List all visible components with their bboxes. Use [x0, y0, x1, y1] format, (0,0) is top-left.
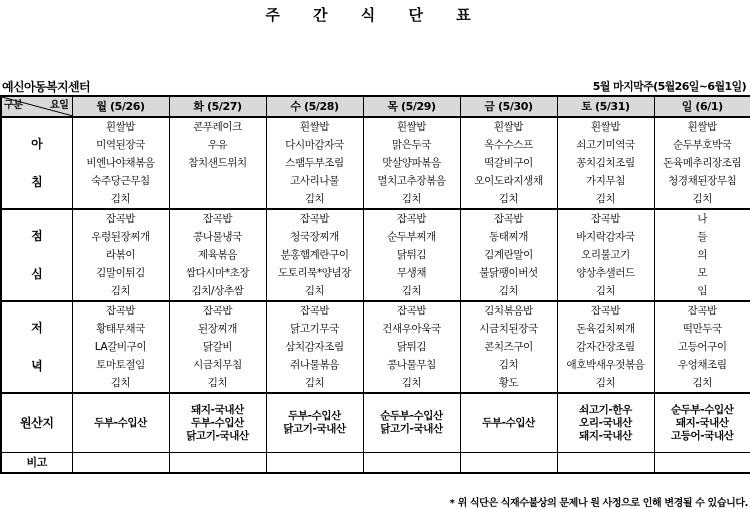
- remarks-cell: [169, 453, 266, 474]
- menu-item: 라볶이: [72, 246, 169, 264]
- menu-item: 쇠고기미역국: [557, 136, 654, 154]
- menu-item: 옥수수스프: [460, 136, 557, 154]
- menu-item: 콩나물냉국: [169, 228, 266, 246]
- menu-item: 흰쌀밥: [72, 117, 169, 136]
- menu-item: 김치: [460, 356, 557, 374]
- menu-row: [1, 356, 750, 374]
- menu-item: 잡곡밥: [72, 209, 169, 228]
- origin-label: 원산지: [1, 393, 72, 453]
- remarks-cell: [72, 453, 169, 474]
- menu-item: 동태찌개: [460, 228, 557, 246]
- menu-item: 흰쌀밥: [363, 117, 460, 136]
- menu-row: [1, 246, 750, 264]
- menu-item: 청경채된장무침: [654, 172, 750, 190]
- menu-item: 잡곡밥: [72, 301, 169, 320]
- menu-item: 스팸두부조림: [266, 154, 363, 172]
- menu-item: 삼치감자조림: [266, 338, 363, 356]
- corner-header: [1, 96, 72, 117]
- menu-item: 분홍햄계란구이: [266, 246, 363, 264]
- menu-item: 흰쌀밥: [557, 117, 654, 136]
- menu-item: 임: [654, 282, 750, 301]
- origin-cell: 쇠고기-한우 오리-국내산 돼지-국내산: [557, 393, 654, 453]
- menu-item: 흰쌀밥: [654, 117, 750, 136]
- menu-row: [1, 136, 750, 154]
- menu-item: 잡곡밥: [557, 301, 654, 320]
- menu-item: 떡만두국: [654, 320, 750, 338]
- menu-item: [169, 190, 266, 209]
- menu-item: 시금치무침: [169, 356, 266, 374]
- menu-item: 고사리나물: [266, 172, 363, 190]
- menu-item: LA갈비구이: [72, 338, 169, 356]
- menu-row: [1, 282, 750, 301]
- menu-item: 떡갈비구이: [460, 154, 557, 172]
- day-header: 토 (5/31): [557, 96, 654, 117]
- menu-item: 미역된장국: [72, 136, 169, 154]
- menu-item: 닭튀김: [363, 338, 460, 356]
- menu-item: 의: [654, 246, 750, 264]
- remarks-row: [1, 453, 750, 474]
- origin-cell: 두부-수입산: [72, 393, 169, 453]
- corner-label-day: 요일: [49, 100, 69, 111]
- menu-item: 바지락감자국: [557, 228, 654, 246]
- meal-label: [1, 209, 72, 301]
- menu-item: 김치: [72, 374, 169, 393]
- menu-item: 멸치고추장볶음: [363, 172, 460, 190]
- menu-item: 감자간장조림: [557, 338, 654, 356]
- menu-item: 김치: [72, 282, 169, 301]
- day-header: 월 (5/26): [72, 96, 169, 117]
- menu-item: 잡곡밥: [363, 301, 460, 320]
- menu-item: 흰쌀밥: [460, 117, 557, 136]
- menu-item: [169, 172, 266, 190]
- origin-cell: 두부-수입산: [460, 393, 557, 453]
- menu-item: 돈육메추리장조림: [654, 154, 750, 172]
- menu-item: 순두부찌개: [363, 228, 460, 246]
- menu-item: 콘푸레이크: [169, 117, 266, 136]
- menu-item: 맑은두국: [363, 136, 460, 154]
- day-header: 화 (5/27): [169, 96, 266, 117]
- menu-item: 김치: [557, 374, 654, 393]
- menu-item: 오리불고기: [557, 246, 654, 264]
- menu-item: 김치/상추쌈: [169, 282, 266, 301]
- menu-item: 잡곡밥: [266, 301, 363, 320]
- menu-item: 애호박새우젓볶음: [557, 356, 654, 374]
- menu-item: 맛살양파볶음: [363, 154, 460, 172]
- menu-row: [1, 228, 750, 246]
- menu-row: [1, 374, 750, 393]
- meal-label-char: 심: [31, 267, 43, 281]
- menu-item: 제육볶음: [169, 246, 266, 264]
- meal-label-char: 아: [31, 137, 43, 151]
- menu-item: 김치: [363, 282, 460, 301]
- menu-item: 시금치된장국: [460, 320, 557, 338]
- menu-item: 김치: [557, 282, 654, 301]
- menu-item: 김치: [266, 282, 363, 301]
- origin-cell: 순두부-수입산 닭고기-국내산: [363, 393, 460, 453]
- menu-item: 닭갈비: [169, 338, 266, 356]
- menu-item: 오이도라지생채: [460, 172, 557, 190]
- menu-item: 김치: [363, 374, 460, 393]
- day-header: 일 (6/1): [654, 96, 750, 117]
- menu-row: [1, 154, 750, 172]
- corner-label-category: 구분: [4, 100, 23, 111]
- menu-item: 참치샌드위치: [169, 154, 266, 172]
- menu-item: 모: [654, 264, 750, 282]
- menu-item: 돈육김치찌개: [557, 320, 654, 338]
- day-header: 목 (5/29): [363, 96, 460, 117]
- menu-item: 불닭팽이버섯: [460, 264, 557, 282]
- menu-row: [1, 264, 750, 282]
- menu-item: 김치: [266, 190, 363, 209]
- menu-item: 잡곡밥: [169, 301, 266, 320]
- menu-row: [1, 209, 750, 228]
- menu-row: [1, 301, 750, 320]
- menu-item: 닭고기무국: [266, 320, 363, 338]
- menu-item: 청국장찌개: [266, 228, 363, 246]
- remarks-cell: [363, 453, 460, 474]
- menu-item: 흰쌀밥: [266, 117, 363, 136]
- origin-cell: 돼지-국내산 두부-수입산 닭고기-국내산: [169, 393, 266, 453]
- origin-cell: 순두부-수입산 돼지-국내산 고등어-국내산: [654, 393, 750, 453]
- meal-label-char: 녁: [31, 359, 43, 373]
- menu-item: 꽁치김치조림: [557, 154, 654, 172]
- menu-item: 우렁된장찌개: [72, 228, 169, 246]
- menu-item: 콩나물무침: [363, 356, 460, 374]
- menu-row: [1, 117, 750, 136]
- header-row: [1, 96, 750, 117]
- menu-item: 숙주당근무침: [72, 172, 169, 190]
- menu-item: 고등어구이: [654, 338, 750, 356]
- menu-item: 황도: [460, 374, 557, 393]
- menu-item: 우엉채조림: [654, 356, 750, 374]
- menu-item: 무생채: [363, 264, 460, 282]
- menu-item: 쌈다시마*초장: [169, 264, 266, 282]
- menu-item: 김치: [72, 190, 169, 209]
- menu-item: 김치: [169, 374, 266, 393]
- menu-item: 김치: [460, 282, 557, 301]
- menu-item: 잡곡밥: [654, 301, 750, 320]
- meal-label-char: 점: [31, 229, 43, 243]
- menu-item: 닭튀김: [363, 246, 460, 264]
- meal-label: [1, 301, 72, 393]
- menu-item: 토마토절임: [72, 356, 169, 374]
- menu-row: [1, 190, 750, 209]
- remarks-cell: [266, 453, 363, 474]
- menu-item: 김치: [460, 190, 557, 209]
- organization-name: 예신아동복지센터: [2, 80, 90, 94]
- menu-item: 나: [654, 209, 750, 228]
- menu-item: 김치볶음밥: [460, 301, 557, 320]
- menu-item: 잡곡밥: [266, 209, 363, 228]
- menu-item: 우유: [169, 136, 266, 154]
- menu-item: 된장찌개: [169, 320, 266, 338]
- menu-item: 도토리묵*양념장: [266, 264, 363, 282]
- page-title: 주 간 식 단 표: [265, 6, 485, 24]
- menu-item: 김치: [654, 374, 750, 393]
- menu-item: 황태무채국: [72, 320, 169, 338]
- menu-item: 콘치즈구이: [460, 338, 557, 356]
- meal-label-char: 침: [31, 175, 43, 189]
- menu-item: 들: [654, 228, 750, 246]
- menu-item: 김치: [654, 190, 750, 209]
- menu-item: 가지무침: [557, 172, 654, 190]
- menu-item: 다시마감자국: [266, 136, 363, 154]
- menu-item: 양상추샐러드: [557, 264, 654, 282]
- footnote: * 위 식단은 식재수불상의 문제나 원 사정으로 인해 변경될 수 있습니다.: [449, 498, 748, 509]
- menu-item: 잡곡밥: [169, 209, 266, 228]
- origin-row: [1, 393, 750, 453]
- menu-item: 쥐나물볶음: [266, 356, 363, 374]
- day-header: 금 (5/30): [460, 96, 557, 117]
- menu-item: 김치: [363, 190, 460, 209]
- menu-item: 잡곡밥: [557, 209, 654, 228]
- meal-label: [1, 117, 72, 209]
- menu-item: 김치: [266, 374, 363, 393]
- remarks-cell: [460, 453, 557, 474]
- remarks-cell: [654, 453, 750, 474]
- meal-label-char: 저: [31, 321, 43, 335]
- menu-item: 김계란말이: [460, 246, 557, 264]
- menu-item: 비엔나야채볶음: [72, 154, 169, 172]
- menu-period: 5월 마지막주(5월26일~6월1일): [592, 80, 746, 93]
- weekly-menu-table: [0, 95, 750, 474]
- origin-cell: 두부-수입산 닭고기-국내산: [266, 393, 363, 453]
- menu-item: 김치: [557, 190, 654, 209]
- menu-item: 잡곡밥: [363, 209, 460, 228]
- menu-item: 잡곡밥: [460, 209, 557, 228]
- menu-item: 김말이튀김: [72, 264, 169, 282]
- menu-item: 건새우아욱국: [363, 320, 460, 338]
- menu-row: [1, 338, 750, 356]
- remarks-label: 비고: [1, 453, 72, 474]
- remarks-cell: [557, 453, 654, 474]
- menu-item: 순두부호박국: [654, 136, 750, 154]
- day-header: 수 (5/28): [266, 96, 363, 117]
- menu-row: [1, 320, 750, 338]
- menu-row: [1, 172, 750, 190]
